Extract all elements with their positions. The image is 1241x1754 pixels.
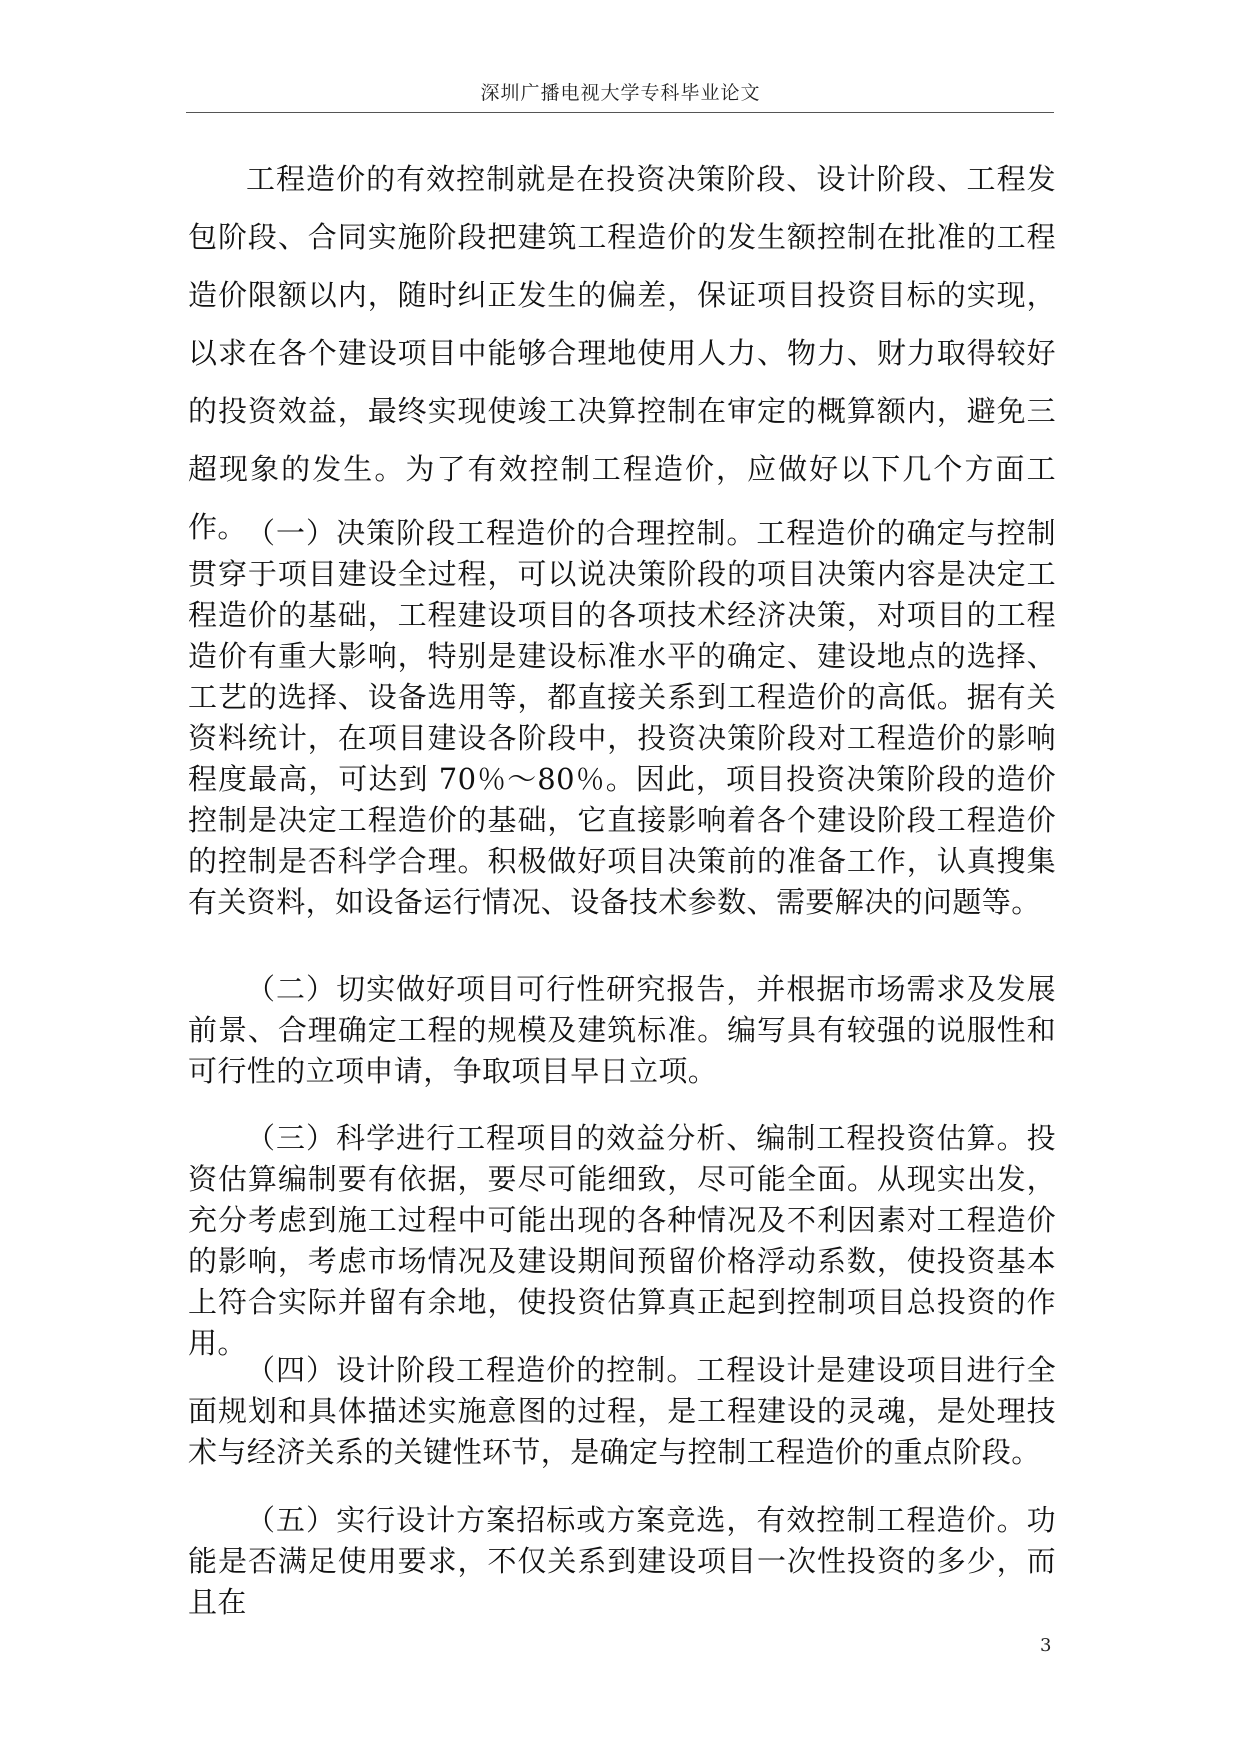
page-number: 3 [1040, 1635, 1052, 1656]
paragraph-investment-estimate: （三）科学进行工程项目的效益分析、编制工程投资估算。投资估算编制要有依据，要尽可能细致，尽可能全面。从现实出发，充分考虑到施工过程中可能出现的各种情况及不利因素对工程造价的影响，考虑市场情况及建设期间预留价格浮动系数，使投资基本上符合实际并留有余地，使投资估算真正起到控制项目总投资的作用。 [188, 1121, 1056, 1360]
header-divider [186, 112, 1054, 113]
paragraph-decision-stage: （一）决策阶段工程造价的合理控制。工程造价的确定与控制贯穿于项目建设全过程，可以说决策阶段的项目决策内容是决定工程造价的基础，工程建设项目的各项技术经济决策，对项目的工程造价有重大影响，特别是建设标准水平的确定、建设地点的选择、工艺的选择、设备选用等，都直接关系到工程造价的高低。据有关资料统计，在项目建设各阶段中，投资决策阶段对工程造价的影响程度最高，可达到 70％～80％。因此，项目投资决策阶段的造价控制是决定工程造价的基础，它直接影响着各个建设阶段工程造价的控制是否科学合理。积极做好项目决策前的准备工作，认真搜集有关资料，如设备运行情况、设备技术参数、需要解决的问题等。 [188, 516, 1056, 919]
paragraph-feasibility-report: （二）切实做好项目可行性研究报告，并根据市场需求及发展前景、合理确定工程的规模及建筑标准。编写具有较强的说服性和可行性的立项申请，争取项目早日立项。 [188, 972, 1056, 1088]
paragraph-design-bidding: （五）实行设计方案招标或方案竞选，有效控制工程造价。功能是否满足使用要求，不仅关系到建设项目一次性投资的多少，而且在 [188, 1503, 1056, 1619]
page-header: 深圳广播电视大学专科毕业论文 [480, 82, 761, 104]
paragraph-design-stage: （四）设计阶段工程造价的控制。工程设计是建设项目进行全面规划和具体描述实施意图的过程，是工程建设的灵魂，是处理技术与经济关系的关键性环节，是确定与控制工程造价的重点阶段。 [188, 1353, 1056, 1469]
intro-paragraph: 工程造价的有效控制就是在投资决策阶段、设计阶段、工程发包阶段、合同实施阶段把建筑工程造价的发生额控制在批准的工程造价限额以内，随时纠正发生的偏差，保证项目投资目标的实现，以求在各个建设项目中能够合理地使用人力、物力、财力取得较好的投资效益，最终实现使竣工决算控制在审定的概算额内，避免三超现象的发生。为了有效控制工程造价，应做好以下几个方面工作。 [188, 162, 1056, 544]
